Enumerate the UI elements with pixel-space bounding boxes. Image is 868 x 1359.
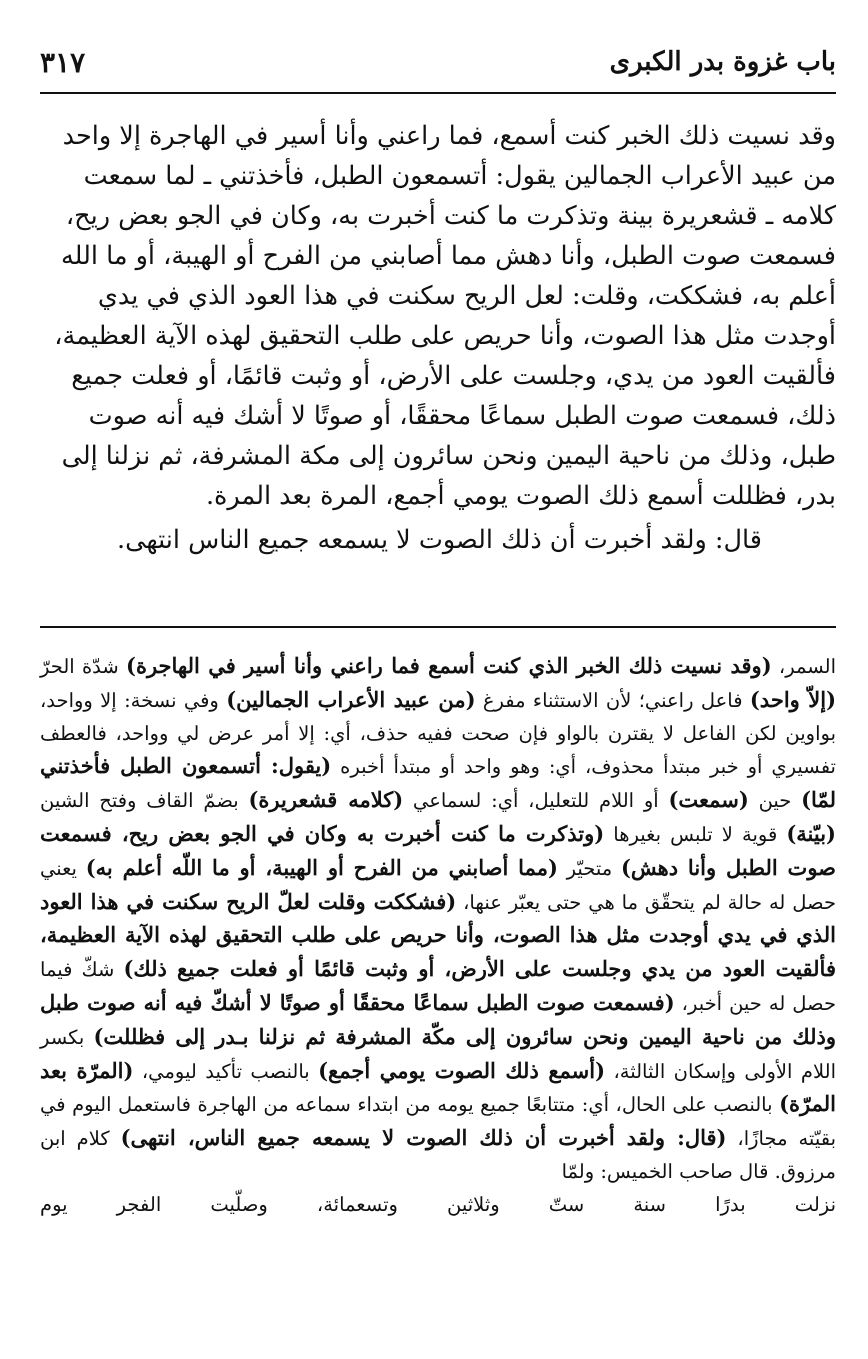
quoted-main-text: (وتذكرت ما كنت أخبرت به وكان في الجو بعض ريح، فسمعت صوت الطبل وأنا دهش) xyxy=(40,820,837,880)
quoted-main-text: (المرّة بعد المرّة) xyxy=(40,1057,836,1117)
quoted-main-text: (يقول: أتسمعون الطبل فأخذتني لمّا) xyxy=(40,753,836,813)
commentary-text-run: بالنصب تأكيد ليومي، xyxy=(133,1059,319,1083)
main-text xyxy=(40,116,836,560)
commentary-paragraph xyxy=(40,650,836,1189)
page-number: ٣١٧ xyxy=(40,45,86,79)
commentary-text-run: أو اللام للتعليل، أي: لسماعي xyxy=(403,789,669,813)
chapter-title: باب غزوة بدر الكبرى xyxy=(609,47,836,77)
commentary-text-run: شدّة الحرّ xyxy=(40,655,127,678)
commentary-text-run: يعني حصل له حالة لم يتحقّق ما هي حتى يعبّر عنها، xyxy=(40,856,836,914)
commentary-text-run: فاعل راعني؛ لأن الاستثناء مفرغ xyxy=(475,688,750,712)
quoted-main-text: (من عبيد الأعراب الجمالين) xyxy=(226,686,476,712)
commentary-text-run: بضمّ القاف وفتح الشين xyxy=(40,789,249,813)
commentary-divider xyxy=(40,626,836,628)
commentary-last-line: نزلت بدرًا سنة ستّ وثلاثين وتسعمائة، وصلّيت الفجر يوم xyxy=(40,1192,836,1216)
commentary-text-run: بالنصب على الحال، أي: متتابعًا جميع يومه من ابتداء سماعه من الهاجرة فاستعمل اليوم في بقيّته مجازًا، xyxy=(40,1093,836,1151)
commentary-text-run: حين xyxy=(748,789,802,813)
quoted-main-text: (مما أصابني من الفرح أو الهيبة، أو ما اللّه أعلم به) xyxy=(85,854,558,880)
commentary-text-run: متحيّر xyxy=(557,856,621,880)
quoted-main-text: (إلاّ واحد) xyxy=(749,686,836,712)
running-header xyxy=(40,38,836,86)
header-rule xyxy=(40,92,836,94)
quoted-main-text: (فسمعت صوت الطبل سماعًا محققًا أو صوتًا لا أشكّ فيه أنه صوت طبل وذلك من ناحية اليمين ونحن سائرون إلى مكّة المشرفة ثم نزلنا بـدر إلى فظللت) xyxy=(40,989,836,1049)
quoted-main-text: (أسمع ذلك الصوت يومي أجمع) xyxy=(318,1057,606,1083)
quoted-main-text: (فشككت وقلت لعلّ الريح سكنت في هذا العود الذي في يدي أوجدت مثل هذا الصوت، وأنا حريص على طلب التحقيق لهذه الآية العظيمة، فألقيت العود من يدي وجلست على الأرض، أو وثبت قائمًا أو فعلت جميع ذلك) xyxy=(40,888,836,982)
quoted-main-text: (قال: ولقد أخبرت أن ذلك الصوت لا يسمعه جميع الناس، انتهى) xyxy=(120,1125,727,1151)
commentary-text-run: شكّ فيما حصل له حين أخبر، xyxy=(40,958,836,1015)
quoted-main-text: (كلامه قشعريرة) xyxy=(248,787,404,813)
commentary-text-run: قوية لا تلبس بغيرها xyxy=(604,822,787,846)
commentary-text-run: السمر، xyxy=(771,655,836,678)
commentary-text-run: وفي نسخة: إلا وواحد، بواوين لكن الفاعل لا يقترن بالواو فإن صحت ففيه حذف، أي: إلا أمر عرض لي وواحد، فالعطف تفسيري أو خبر مبتدأ محذوف، أي: وهو واحد أو مبتدأ أخبره xyxy=(40,688,836,779)
commentary-text-run: كلام ابن مرزوق. قال صاحب الخميس: ولمّا xyxy=(40,1127,836,1183)
commentary-text-run: بكسر اللام الأولى وإسكان الثالثة، xyxy=(40,1025,836,1083)
main-text-closing-paragraph: قال: ولقد أخبرت أن ذلك الصوت لا يسمعه جميع الناس انتهى. xyxy=(116,525,762,555)
main-text-paragraph: وقد نسيت ذلك الخبر كنت أسمع، فما راعني وأنا أسير في الهاجرة إلا واحد من عبيد الأعراب الجمالين يقول: أتسمعون الطبل، فأخذتني ـ لما سمعت كلامه ـ قشعريرة بينة وتذكرت ما كنت أخبرت به، وكان في الجو بعض ريح، فسمعت صوت الطبل، وأنا دهش مما أصابني من الفرح أو الهيبة، أو ما الله أعلم به، فشككت، وقلت: لعل الريح سكنت في هذا العود الذي في يدي أوجدت مثل هذا الصوت، وأنا حريص على طلب التحقيق لهذه الآية العظيمة، فألقيت العود من يدي، وجلست على الأرض، أو وثبت قائمًا، أو فعلت جميع ذلك، فسمعت صوت الطبل سماعًا محققًا، أو صوتًا لا أشك فيه أنه صوت طبل، وذلك من ناحية اليمين ونحن سائرون إلى مكة المشرفة، ثم نزلنا إلى بدر، فظللت أسمع ذلك الصوت يومي أجمع، المرة بعد المرة. xyxy=(54,121,836,511)
commentary-text xyxy=(40,650,836,1222)
quoted-main-text: (وقد نسيت ذلك الخبر الذي كنت أسمع فما راعني وأنا أسير في الهاجرة) xyxy=(126,653,772,678)
quoted-main-text: (سمعت) xyxy=(668,787,749,813)
quoted-main-text: (بيّنة) xyxy=(786,820,836,846)
